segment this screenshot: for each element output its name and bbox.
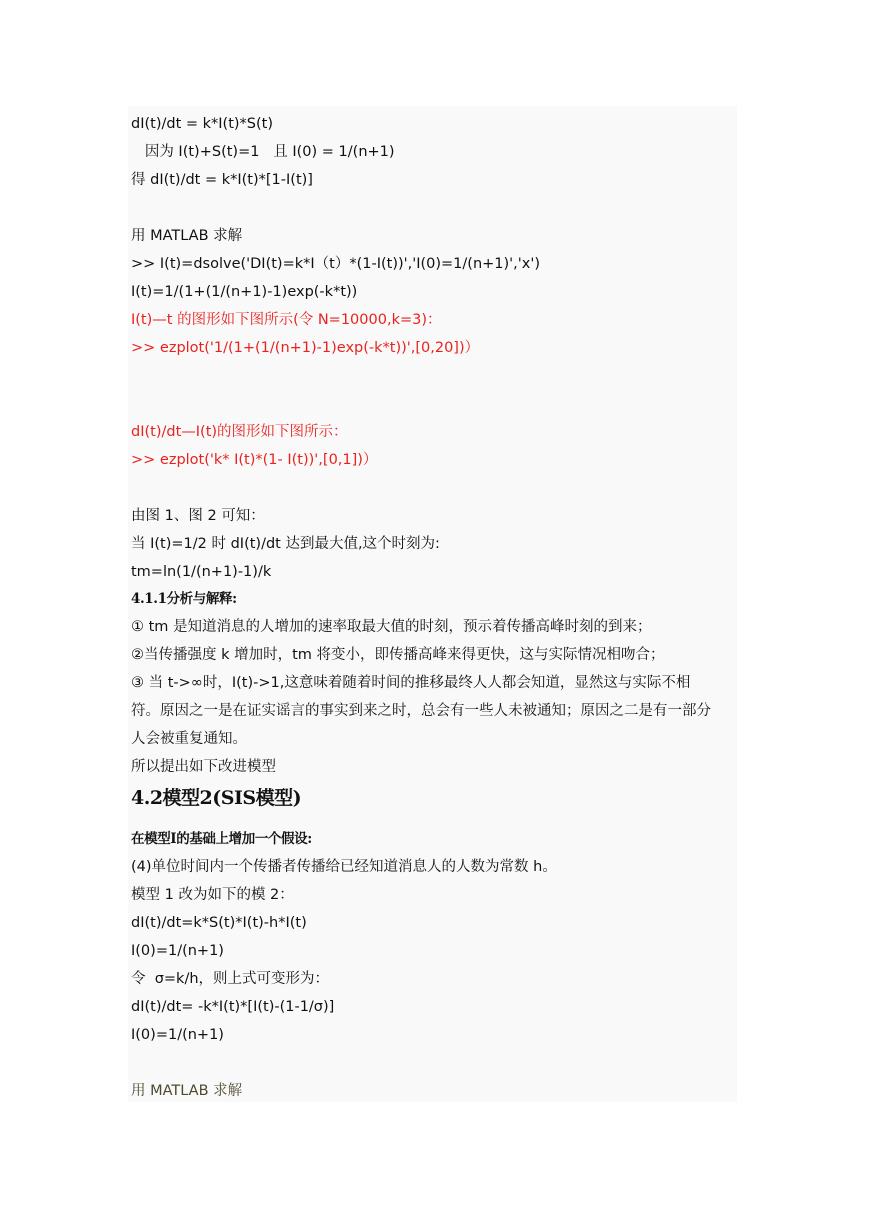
- code-line: I(t)=1/(1+(1/(n+1)-1)exp(-k*t)): [131, 284, 358, 300]
- text-line: 因为 I(t)+S(t)=1 且 I(0) = 1/(n+1): [131, 144, 395, 160]
- paragraph-line: 所以提出如下改进模型: [131, 759, 276, 775]
- equation-line: I(0)=1/(n+1): [131, 943, 224, 959]
- text-line: 用 MATLAB 求解: [131, 228, 243, 244]
- subsection-heading: 在模型Ⅰ的基础上增加一个假设:: [131, 831, 312, 847]
- code-line: >> I(t)=dsolve('DI(t)=k*I（t）*(1-I(t))','I(0)=1/(n+1)','x'): [131, 256, 540, 272]
- paragraph-line: 符。原因之一是在证实谣言的事实到来之时，总会有一些人未被通知；原因之二是有一部分: [131, 703, 711, 719]
- equation-line: tm=ln(1/(n+1)-1)/k: [131, 564, 272, 580]
- equation-line: I(0)=1/(n+1): [131, 1027, 224, 1043]
- paragraph-line: ②当传播强度 k 增加时，tm 将变小，即传播高峰来得更快，这与实际情况相吻合；: [131, 647, 665, 663]
- red-text-line: dI(t)/dt—I(t)的图形如下图所示：: [131, 424, 348, 440]
- subsection-heading: 4.1.1分析与解释:: [131, 591, 237, 607]
- text-line: 模型 1 改为如下的模 2：: [131, 887, 294, 903]
- equation-line: dI(t)/dt=k*S(t)*I(t)-h*I(t): [131, 915, 307, 931]
- text-line: 由图 1、图 2 可知：: [131, 508, 265, 524]
- equation-line: dI(t)/dt = k*I(t)*S(t): [131, 116, 273, 132]
- text-line: 当 I(t)=1/2 时 dI(t)/dt 达到最大值,这个时刻为:: [131, 536, 440, 552]
- red-text-line: I(t)—t 的图形如下图所示(令 N=10000,k=3)：: [131, 312, 442, 328]
- equation-line: 得 dI(t)/dt = k*I(t)*[1-I(t)]: [131, 172, 313, 188]
- paragraph-line: ① tm 是知道消息的人增加的速率取最大值的时刻，预示着传播高峰时刻的到来；: [131, 619, 652, 635]
- paragraph-line: ③ 当 t->∞时，I(t)->1,这意味着随着时间的推移最终人人都会知道，显然这与实际不相: [131, 675, 691, 691]
- red-code-line: >> ezplot('k* I(t)*(1- I(t))',[0,1])）: [131, 452, 378, 468]
- paragraph-line: 人会被重复通知。: [131, 731, 247, 747]
- text-line: 令 σ=k/h，则上式可变形为：: [131, 971, 330, 987]
- olive-text-line: 用 MATLAB 求解: [131, 1083, 243, 1099]
- section-heading: 4.2模型2(SIS模型): [131, 787, 302, 809]
- equation-line: dI(t)/dt= -k*I(t)*[I(t)-(1-1/σ)]: [131, 999, 335, 1015]
- red-code-line: >> ezplot('1/(1+(1/(n+1)-1)exp(-k*t))',[0,20])）: [131, 340, 480, 356]
- text-line: (4)单位时间内一个传播者传播给已经知道消息人的人数为常数 h。: [131, 859, 557, 875]
